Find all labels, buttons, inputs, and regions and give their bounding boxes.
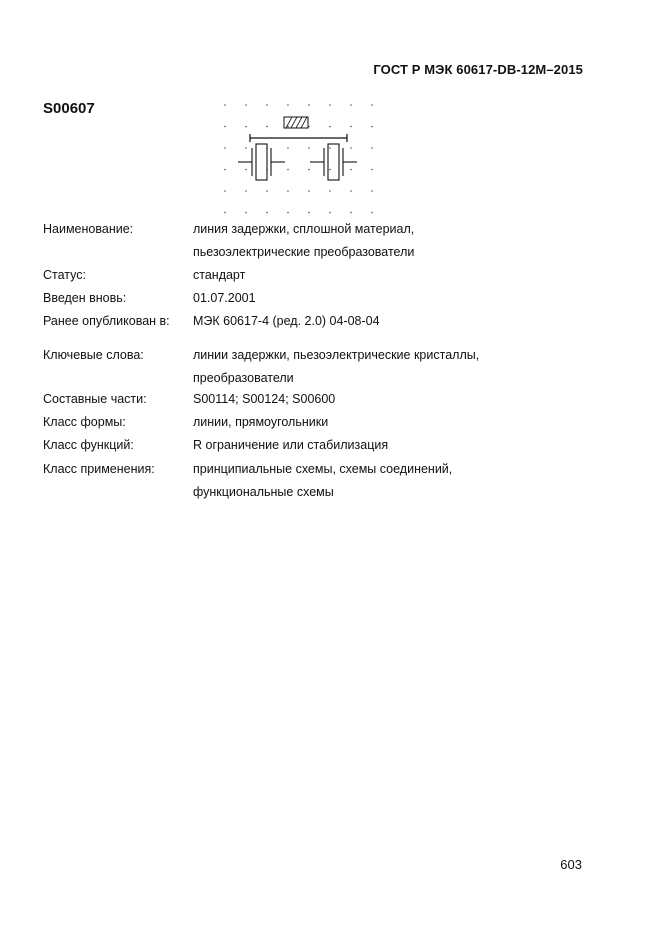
grid-dot [329, 147, 331, 149]
grid-dot [350, 190, 352, 192]
symbol-code: S00607 [43, 100, 95, 117]
grid-dot [224, 126, 226, 128]
grid-dots [224, 104, 373, 213]
attribute-value: S00114; S00124; S00600 [193, 392, 336, 406]
grid-dot [287, 104, 289, 106]
grid-dot [287, 190, 289, 192]
left-transducer [238, 144, 285, 180]
attribute-label: Статус: [43, 268, 86, 282]
grid-dot [224, 169, 226, 171]
grid-dot [308, 147, 310, 149]
grid-dot [350, 147, 352, 149]
grid-dot [350, 126, 352, 128]
page-number: 603 [560, 857, 582, 872]
grid-dot [371, 147, 373, 149]
grid-dot [245, 126, 247, 128]
attribute-value: МЭК 60617-4 (ред. 2.0) 04-08-04 [193, 314, 380, 328]
delay-bar [250, 134, 347, 142]
grid-dot [329, 169, 331, 171]
grid-dot [371, 126, 373, 128]
grid-dot [371, 169, 373, 171]
grid-dot [371, 190, 373, 192]
grid-dot [329, 190, 331, 192]
grid-dot [308, 104, 310, 106]
attribute-value: линии, прямоугольники [193, 415, 329, 429]
grid-dot [308, 169, 310, 171]
grid-dot [329, 212, 331, 214]
grid-dot [266, 190, 268, 192]
document-header: ГОСТ Р МЭК 60617-DB-12M–2015 [373, 62, 583, 77]
grid-dot [287, 212, 289, 214]
grid-dot [245, 190, 247, 192]
grid-dot [350, 212, 352, 214]
grid-dot [224, 212, 226, 214]
grid-dot [266, 126, 268, 128]
grid-dot [245, 169, 247, 171]
grid-dot [287, 147, 289, 149]
grid-dot [308, 190, 310, 192]
attribute-label: Введен вновь: [43, 291, 127, 305]
grid-dot [224, 104, 226, 106]
grid-dot [308, 212, 310, 214]
grid-dot [224, 190, 226, 192]
attribute-value: R ограничение или стабилизация [193, 438, 389, 452]
grid-dot [350, 104, 352, 106]
grid-dot [245, 147, 247, 149]
right-transducer [310, 144, 357, 180]
attribute-label: Составные части: [43, 392, 147, 406]
attribute-value: преобразователи [193, 371, 294, 385]
attribute-label: Наименование: [43, 222, 134, 236]
grid-dot [266, 104, 268, 106]
attribute-label: Ключевые слова: [43, 348, 144, 362]
grid-dot [245, 104, 247, 106]
grid-dot [224, 147, 226, 149]
attribute-label: Класс применения: [43, 462, 155, 476]
grid-dot [329, 126, 331, 128]
attribute-value: стандарт [193, 268, 246, 282]
grid-dot [371, 104, 373, 106]
grid-dot [329, 104, 331, 106]
attribute-label: Класс функций: [43, 438, 134, 452]
grid-dot [287, 169, 289, 171]
attribute-value: линия задержки, сплошной материал, [193, 222, 415, 236]
attribute-value: принципиальные схемы, схемы соединений, [193, 462, 453, 476]
grid-dot [266, 212, 268, 214]
attribute-value: линии задержки, пьезоэлектрические кристаллы, [193, 348, 480, 362]
attribute-value: 01.07.2001 [193, 291, 256, 305]
grid-dot [350, 169, 352, 171]
attribute-value: функциональные схемы [193, 485, 334, 499]
attribute-value: пьезоэлектрические преобразователи [193, 245, 415, 259]
grid-dot [371, 212, 373, 214]
delay-line-symbol-drawing [220, 100, 378, 216]
attribute-label: Класс формы: [43, 415, 126, 429]
grid-dot [245, 212, 247, 214]
attribute-label: Ранее опубликован в: [43, 314, 170, 328]
